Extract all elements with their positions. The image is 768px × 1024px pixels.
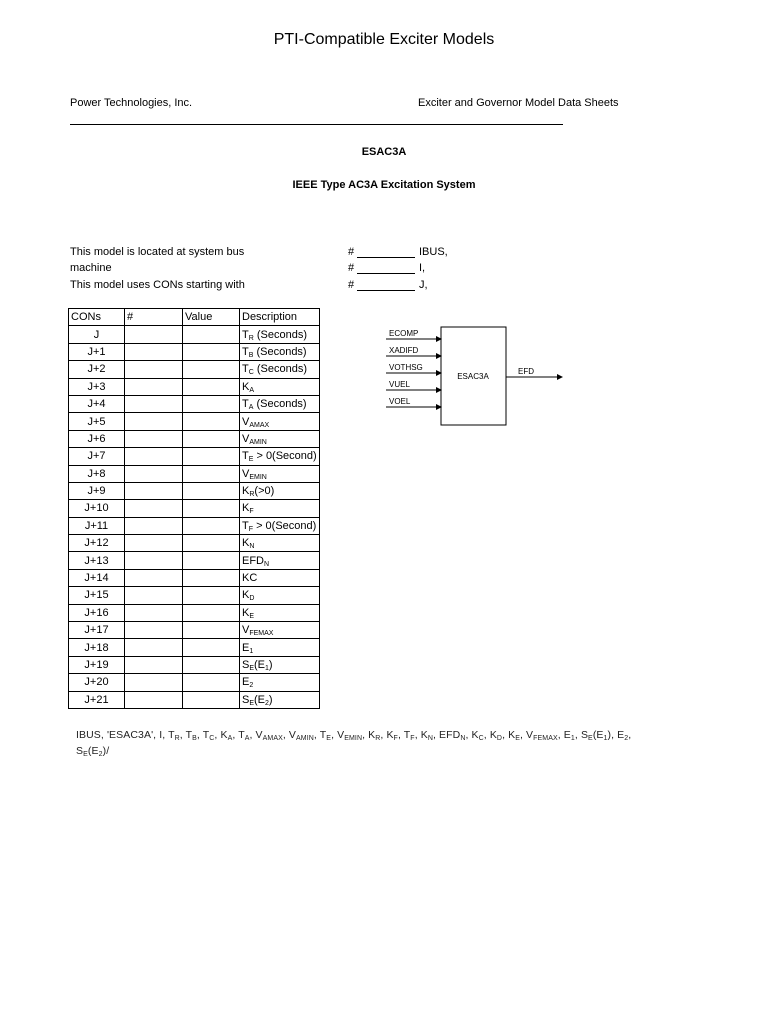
record-text: (E [592, 729, 604, 741]
model-name: ESAC3A [361, 146, 407, 158]
input-label: VOTHSG [389, 363, 423, 372]
description-sub: AMAX [249, 421, 270, 429]
record-text: , S [574, 729, 589, 741]
con-index: J+16 [69, 604, 125, 621]
con-number-cell [125, 465, 183, 482]
con-description [240, 378, 320, 395]
description-rest: > 0(Second) [253, 450, 317, 463]
con-number-cell [125, 395, 183, 412]
con-index: J+6 [69, 430, 125, 447]
record-text: , T [232, 729, 245, 741]
description-rest: (Seconds) [253, 345, 307, 358]
con-number-cell [125, 639, 183, 656]
header-value: Value [183, 309, 240, 326]
cons-table-body [69, 326, 320, 709]
con-index: J+14 [69, 569, 125, 586]
record-text: T [168, 729, 175, 741]
con-index: J+13 [69, 552, 125, 569]
con-value-cell [183, 378, 240, 395]
con-number-cell [125, 569, 183, 586]
table-row [69, 482, 320, 499]
description-sub: AMIN [249, 438, 267, 446]
table-header-row [69, 309, 320, 326]
record-text: , T [179, 729, 193, 741]
table-row [69, 674, 320, 691]
con-description [240, 395, 320, 412]
description-sub: E [249, 612, 255, 620]
record-subscript: F [393, 735, 398, 742]
table-row [69, 413, 320, 430]
record-subscript: FEMAX [533, 735, 558, 742]
description-sub: A [248, 404, 254, 412]
table-row [69, 622, 320, 639]
con-number-cell [125, 604, 183, 621]
record-text: , EFD [432, 729, 461, 741]
con-description [240, 482, 320, 499]
description-sub: EMIN [249, 473, 267, 481]
description-rest: (Seconds) [253, 363, 307, 376]
con-number-cell [125, 482, 183, 499]
con-description [240, 587, 320, 604]
record-subscript: R [375, 735, 381, 742]
table-row [69, 604, 320, 621]
cons-table [68, 308, 320, 709]
con-value-cell [183, 413, 240, 430]
con-index: J+18 [69, 639, 125, 656]
con-value-cell [183, 465, 240, 482]
block-diagram [380, 322, 580, 432]
description-main: KC [242, 572, 258, 585]
input-label: VOEL [389, 397, 411, 406]
table-row [69, 517, 320, 534]
con-value-cell [183, 482, 240, 499]
company-name: Power Technologies, Inc. [70, 97, 193, 109]
table-row [69, 326, 320, 343]
description-rest: (E [254, 693, 266, 706]
con-description [240, 361, 320, 378]
con-index: J [69, 326, 125, 343]
record-text: , K [362, 729, 376, 741]
table-row [69, 448, 320, 465]
description-sub: N [249, 543, 255, 551]
description-sub: B [248, 351, 254, 359]
record-text: , K [214, 729, 228, 741]
con-value-cell [183, 535, 240, 552]
con-description [240, 622, 320, 639]
con-number-cell [125, 413, 183, 430]
con-number-cell [125, 430, 183, 447]
con-description [240, 535, 320, 552]
output-label: EFD [518, 367, 534, 376]
description-main: K [242, 485, 250, 498]
description-sub: R [248, 334, 254, 342]
description-rest2: ) [268, 659, 273, 671]
con-value-cell [183, 604, 240, 621]
con-index: J+20 [69, 674, 125, 691]
con-index: J+19 [69, 656, 125, 673]
description-main: V [242, 467, 250, 480]
record-text: , K [414, 729, 428, 741]
record-subscript: E [588, 735, 593, 742]
record-text: , K [502, 729, 516, 741]
table-row [69, 395, 320, 412]
con-index: J+17 [69, 622, 125, 639]
record-text: )/ [102, 745, 110, 757]
con-value-cell [183, 517, 240, 534]
con-description [240, 656, 320, 673]
table-row [69, 465, 320, 482]
description-sub: C [248, 369, 254, 377]
con-number-cell [125, 587, 183, 604]
con-number-cell [125, 326, 183, 343]
description-sub: E [249, 665, 255, 672]
con-value-cell [183, 500, 240, 517]
con-number-cell [125, 448, 183, 465]
description-rest: (Seconds) [253, 328, 307, 341]
con-value-cell [183, 448, 240, 465]
record-subscript: B [192, 735, 197, 742]
table-row [69, 343, 320, 360]
description-main: V [242, 432, 250, 445]
record-subscript: E [326, 735, 332, 742]
description-main: V [242, 415, 250, 428]
con-index: J+2 [69, 361, 125, 378]
con-description [240, 674, 320, 691]
con-description [240, 343, 320, 360]
description-main: T [242, 519, 249, 532]
table-row [69, 587, 320, 604]
description-rest: > 0(Second) [253, 519, 317, 532]
description-rest: (Seconds) [253, 398, 307, 411]
record-subscript: AMAX [262, 735, 283, 742]
description-rest2: ) [268, 693, 273, 706]
description-sub: FEMAX [249, 630, 274, 638]
con-description [240, 639, 320, 656]
con-description [240, 448, 320, 465]
con-value-cell [183, 587, 240, 604]
description-sub: E [249, 699, 255, 707]
record-text: , E [557, 729, 571, 741]
record-subscript: 1 [603, 735, 608, 742]
description-main: S [242, 659, 250, 671]
record-text: , S [76, 729, 632, 757]
description-main: EFD [242, 554, 264, 567]
record-subscript: D [496, 735, 503, 742]
record-subscript: 2 [624, 735, 629, 742]
con-description [240, 413, 320, 430]
description-sub2: 1 [265, 665, 269, 672]
con-value-cell [183, 361, 240, 378]
description-main: S [242, 693, 250, 706]
record-subscript: AMIN [296, 735, 314, 742]
description-main: E [242, 676, 250, 689]
record-text: ), E [607, 729, 625, 741]
con-number-cell [125, 622, 183, 639]
table-row [69, 639, 320, 656]
record-text: , T [196, 729, 210, 741]
info-blank-machine [357, 262, 415, 274]
con-number-cell [125, 378, 183, 395]
record-text: , V [520, 729, 534, 741]
con-index: J+1 [69, 343, 125, 360]
model-description: IEEE Type AC3A Excitation System [292, 179, 476, 191]
record-text: , K [483, 729, 497, 741]
info-value-bus: IBUS, [419, 246, 448, 258]
description-main: E [242, 641, 250, 654]
info-label-bus: This model is located at system bus [70, 246, 245, 258]
description-main: T [242, 363, 249, 376]
description-main: K [242, 606, 250, 619]
info-label-machine: machine [70, 262, 112, 274]
con-description [240, 500, 320, 517]
header-description: Description [240, 309, 320, 326]
sheet-name: Exciter and Governor Model Data Sheets [418, 97, 619, 109]
con-index: J+12 [69, 535, 125, 552]
input-label: ECOMP [389, 329, 419, 338]
con-index: J+11 [69, 517, 125, 534]
description-main: T [242, 328, 249, 341]
con-number-cell [125, 552, 183, 569]
con-number-cell [125, 656, 183, 673]
record-text: , T [313, 729, 327, 741]
record-subscript: N [460, 735, 466, 742]
table-row [69, 378, 320, 395]
con-description [240, 465, 320, 482]
block-label: ESAC3A [457, 372, 489, 381]
con-value-cell [183, 639, 240, 656]
description-main: T [242, 450, 249, 463]
record-subscript: 1 [570, 735, 575, 742]
con-description [240, 552, 320, 569]
con-number-cell [125, 343, 183, 360]
con-value-cell [183, 691, 240, 708]
record-subscript: E [83, 751, 88, 758]
info-hash-machine: # [348, 262, 355, 274]
description-main: K [242, 589, 250, 602]
con-value-cell [183, 674, 240, 691]
con-description [240, 569, 320, 586]
con-description [240, 691, 320, 708]
table-row [69, 569, 320, 586]
con-number-cell [125, 517, 183, 534]
table-row [69, 361, 320, 378]
record-subscript: F [410, 735, 415, 742]
con-value-cell [183, 430, 240, 447]
description-main: T [242, 398, 249, 411]
description-sub: R [249, 491, 255, 499]
con-index: J+3 [69, 378, 125, 395]
con-index: J+5 [69, 413, 125, 430]
description-main: T [242, 345, 249, 358]
info-hash-cons: # [348, 279, 355, 291]
con-number-cell [125, 691, 183, 708]
con-number-cell [125, 361, 183, 378]
record-text: , V [249, 729, 263, 741]
record-subscript: C [209, 735, 215, 742]
description-sub: F [248, 525, 254, 533]
info-value-cons: J, [419, 279, 428, 291]
description-sub: D [249, 595, 255, 603]
con-index: J+10 [69, 500, 125, 517]
info-blank-bus [357, 246, 415, 258]
input-label: XADIFD [389, 346, 419, 355]
con-number-cell [125, 500, 183, 517]
record-subscript: A [244, 735, 250, 742]
table-row [69, 500, 320, 517]
model-record-line [76, 727, 656, 759]
description-rest: (>0) [254, 485, 275, 498]
con-value-cell [183, 326, 240, 343]
record-subscript: A [227, 735, 233, 742]
con-value-cell [183, 552, 240, 569]
description-main: K [242, 380, 250, 393]
input-label: VUEL [389, 380, 410, 389]
con-value-cell [183, 656, 240, 673]
con-description [240, 430, 320, 447]
con-index: J+15 [69, 587, 125, 604]
con-index: J+4 [69, 395, 125, 412]
table-row [69, 430, 320, 447]
record-text: , T [397, 729, 411, 741]
con-description [240, 326, 320, 343]
description-main: V [242, 624, 250, 637]
record-subscript: C [478, 735, 484, 742]
con-number-cell [125, 674, 183, 691]
header-divider [70, 124, 563, 125]
header-cons: CONs [69, 309, 125, 326]
record-text: (E [87, 745, 99, 757]
table-row [69, 656, 320, 673]
info-label-cons: This model uses CONs starting with [70, 279, 245, 291]
description-sub: 2 [249, 682, 254, 690]
table-row [69, 535, 320, 552]
record-text: , K [380, 729, 394, 741]
record-subscript: R [174, 735, 180, 742]
con-value-cell [183, 569, 240, 586]
info-blank-cons [357, 279, 415, 291]
table-row [69, 691, 320, 708]
header-number: # [125, 309, 183, 326]
record-text: , V [331, 729, 345, 741]
record-text: , K [465, 729, 479, 741]
description-sub2: 2 [265, 699, 269, 707]
con-index: J+9 [69, 482, 125, 499]
con-index: J+21 [69, 691, 125, 708]
con-value-cell [183, 622, 240, 639]
record-subscript: EMIN [344, 735, 363, 742]
con-value-cell [183, 395, 240, 412]
description-rest: (E [254, 659, 266, 671]
description-sub: A [249, 386, 255, 394]
description-sub: N [264, 560, 270, 568]
record-text: IBUS, 'ESAC3A', I, [76, 729, 169, 741]
document-title: PTI-Compatible Exciter Models [273, 31, 495, 48]
record-subscript: 2 [98, 751, 103, 758]
record-subscript: N [427, 735, 433, 742]
description-sub: E [248, 456, 254, 464]
con-description [240, 517, 320, 534]
info-hash-bus: # [348, 246, 355, 258]
con-description [240, 604, 320, 621]
description-main: K [242, 502, 250, 515]
record-text: , V [282, 729, 297, 741]
record-subscript: E [515, 735, 520, 742]
con-index: J+8 [69, 465, 125, 482]
description-main: K [242, 537, 250, 550]
info-value-machine: I, [419, 262, 426, 274]
con-number-cell [125, 535, 183, 552]
description-sub: 1 [249, 647, 254, 655]
con-index: J+7 [69, 448, 125, 465]
con-value-cell [183, 343, 240, 360]
description-sub: F [249, 508, 254, 516]
table-row [69, 552, 320, 569]
